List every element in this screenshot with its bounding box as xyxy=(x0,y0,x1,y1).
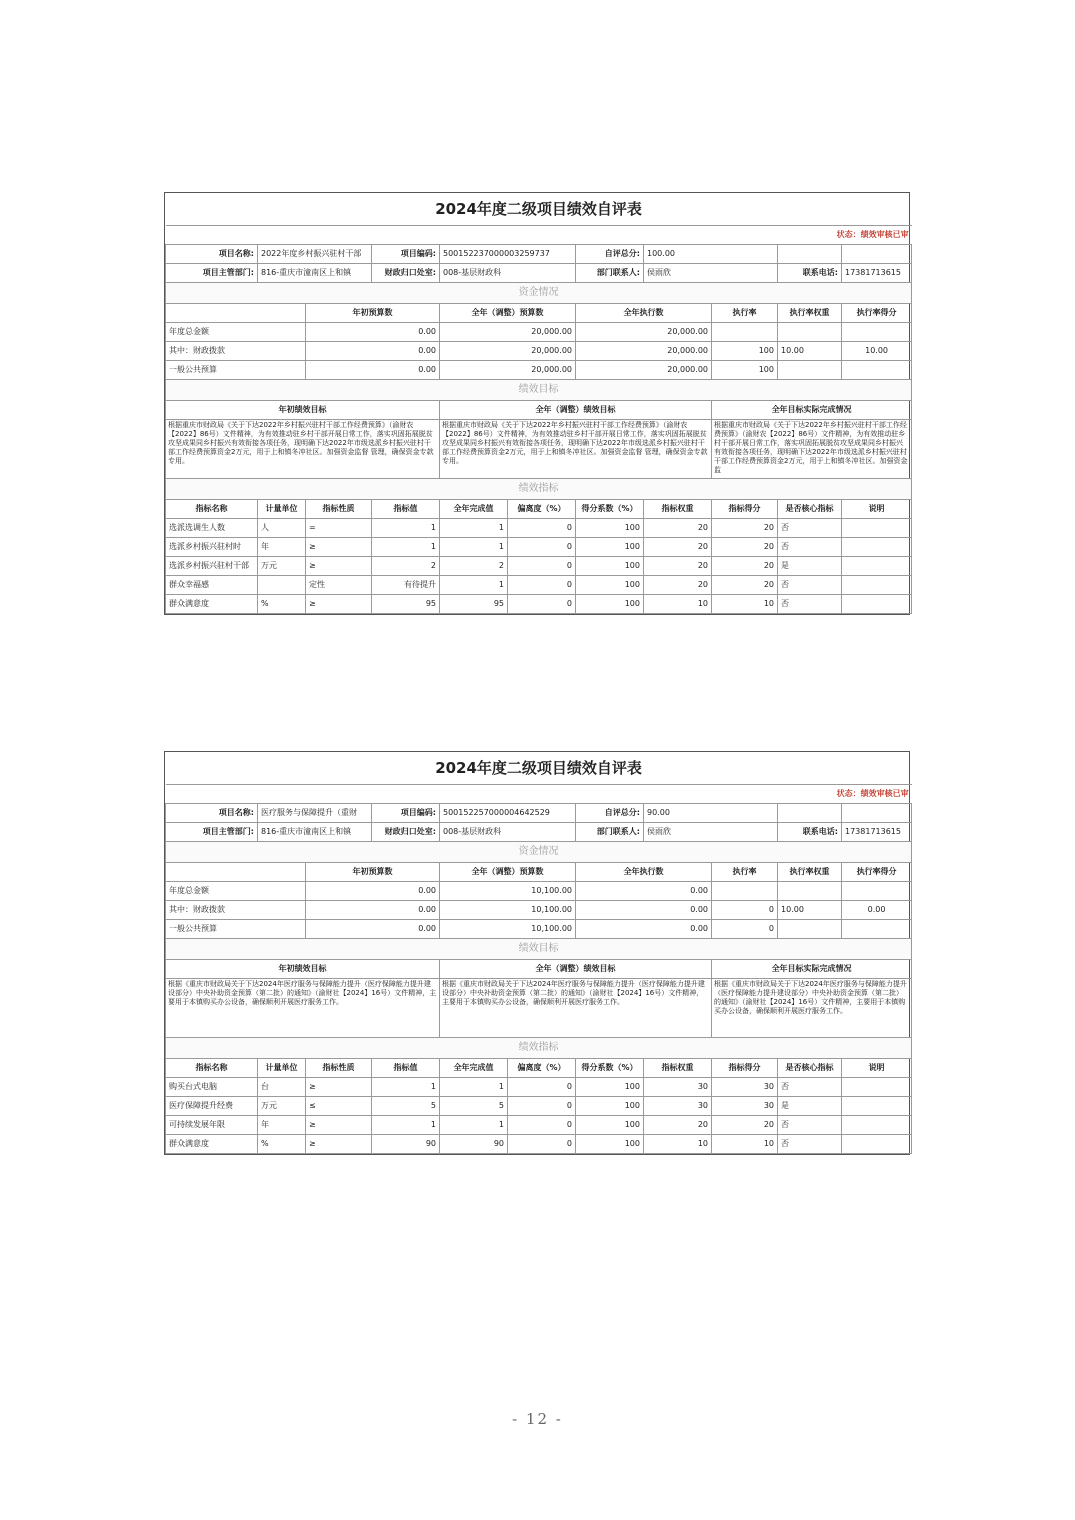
indicator-nature: ≥ xyxy=(306,595,372,614)
indicator-header: 指标名称 xyxy=(166,500,258,519)
indicator-weight: 20 xyxy=(644,538,712,557)
sheet-title: 2024年度二级项目绩效自评表 xyxy=(166,752,912,785)
execution-rate: 0 xyxy=(712,901,778,920)
indicator-name: 选派乡村振兴驻村时 xyxy=(166,538,258,557)
funds-row-label: 一般公共预算 xyxy=(166,920,306,939)
indicator-unit: 年 xyxy=(258,538,306,557)
funds-header: 执行率权重 xyxy=(778,863,842,882)
indicator-coef: 100 xyxy=(576,576,644,595)
indicator-unit xyxy=(258,576,306,595)
project-code-value: 500152237000003259737 xyxy=(440,245,576,264)
project-code-value: 500152257000004642529 xyxy=(440,804,576,823)
indicator-done: 1 xyxy=(440,576,508,595)
indicator-header: 计量单位 xyxy=(258,500,306,519)
indicator-score: 20 xyxy=(712,576,778,595)
initial-budget: 0.00 xyxy=(306,323,440,342)
funds-header: 执行率得分 xyxy=(842,304,912,323)
indicator-core: 是 xyxy=(778,557,842,576)
rate-score xyxy=(842,882,912,901)
indicator-value: 2 xyxy=(372,557,440,576)
indicator-weight: 30 xyxy=(644,1078,712,1097)
initial-budget: 0.00 xyxy=(306,882,440,901)
project-name-value: 医疗服务与保障提升（重财 xyxy=(258,804,372,823)
executed-amount: 0.00 xyxy=(576,901,712,920)
indicator-header: 全年完成值 xyxy=(440,1059,508,1078)
indicator-name: 群众幸福感 xyxy=(166,576,258,595)
indicator-header: 指标权重 xyxy=(644,500,712,519)
adjusted-budget: 20,000.00 xyxy=(440,361,576,380)
initial-budget: 0.00 xyxy=(306,361,440,380)
indicator-header: 偏离度（%） xyxy=(508,500,576,519)
indicator-coef: 100 xyxy=(576,595,644,614)
funds-section-header: 资金情况 xyxy=(166,283,912,304)
indicator-dev: 0 xyxy=(508,557,576,576)
indicator-score: 10 xyxy=(712,1135,778,1154)
indicator-done: 1 xyxy=(440,1116,508,1135)
executed-amount: 0.00 xyxy=(576,920,712,939)
funds-header: 全年执行数 xyxy=(576,863,712,882)
evaluation-sheet-2 xyxy=(164,751,910,1155)
initial-budget: 0.00 xyxy=(306,920,440,939)
indicator-header: 说明 xyxy=(842,1059,912,1078)
funds-row xyxy=(166,361,912,380)
rate-weight xyxy=(778,882,842,901)
indicator-header: 是否核心指标 xyxy=(778,1059,842,1078)
indicator-row xyxy=(166,538,912,557)
indicator-weight: 20 xyxy=(644,519,712,538)
funds-row-label: 年度总金额 xyxy=(166,323,306,342)
indicator-nature: ≤ xyxy=(306,1097,372,1116)
indicator-header: 指标性质 xyxy=(306,500,372,519)
indicator-coef: 100 xyxy=(576,1116,644,1135)
adjusted-budget: 20,000.00 xyxy=(440,323,576,342)
indicator-weight: 20 xyxy=(644,1116,712,1135)
indicator-value: 90 xyxy=(372,1135,440,1154)
project-code-label: 项目编码: xyxy=(372,804,440,823)
sheet-table xyxy=(165,752,912,1154)
page-number: - 12 - xyxy=(512,1410,563,1428)
contact-value: 侯雨欣 xyxy=(644,264,778,283)
indicator-header: 指标值 xyxy=(372,1059,440,1078)
indicator-dev: 0 xyxy=(508,519,576,538)
indicator-dev: 0 xyxy=(508,1097,576,1116)
indicator-row xyxy=(166,1116,912,1135)
indicator-note xyxy=(842,1135,912,1154)
indicator-header: 说明 xyxy=(842,500,912,519)
contact-label: 部门联系人: xyxy=(576,823,644,842)
funds-row xyxy=(166,323,912,342)
funds-header: 全年（调整）预算数 xyxy=(440,304,576,323)
execution-rate: 100 xyxy=(712,361,778,380)
funds-row xyxy=(166,901,912,920)
sheet-table xyxy=(165,193,912,614)
rate-weight: 10.00 xyxy=(778,901,842,920)
contact-value: 侯雨欣 xyxy=(644,823,778,842)
indicator-core: 否 xyxy=(778,538,842,557)
indicator-row xyxy=(166,1078,912,1097)
indicator-row xyxy=(166,576,912,595)
indicator-nature: ≥ xyxy=(306,557,372,576)
dept-label: 项目主管部门: xyxy=(166,823,258,842)
indicator-done: 1 xyxy=(440,1078,508,1097)
dept-value: 816-重庆市潼南区上和镇 xyxy=(258,823,372,842)
indicator-core: 是 xyxy=(778,1097,842,1116)
indicator-name: 群众满意度 xyxy=(166,595,258,614)
goals-section-header: 绩效目标 xyxy=(166,939,912,960)
dept-value: 816-重庆市潼南区上和镇 xyxy=(258,264,372,283)
indicator-note xyxy=(842,1078,912,1097)
initial-budget: 0.00 xyxy=(306,342,440,361)
adjusted-goal-text: 根据《重庆市财政局关于下达2024年医疗服务与保障能力提升（医疗保障能力提升建设部分）中央补助资金预算（第二批）的通知》（渝财社【2024】16号）文件精神，主要用于本镇购买办公设备，确保顺利开展医疗服务工作。 xyxy=(440,979,712,1038)
funds-header: 年初预算数 xyxy=(306,863,440,882)
self-score-label: 自评总分: xyxy=(576,245,644,264)
funds-row xyxy=(166,882,912,901)
goals-header: 全年目标实际完成情况 xyxy=(712,960,912,979)
phone-label: 联系电话: xyxy=(778,823,842,842)
indicator-header: 指标得分 xyxy=(712,1059,778,1078)
phone-value: 17381713615 xyxy=(842,264,912,283)
indicator-done: 1 xyxy=(440,519,508,538)
indicator-header: 偏离度（%） xyxy=(508,1059,576,1078)
indicator-done: 5 xyxy=(440,1097,508,1116)
rate-score: 0.00 xyxy=(842,901,912,920)
executed-amount: 20,000.00 xyxy=(576,342,712,361)
rate-score xyxy=(842,361,912,380)
finance-office-value: 008-基层财政科 xyxy=(440,823,576,842)
project-name-value: 2022年度乡村振兴驻村干部 xyxy=(258,245,372,264)
contact-label: 部门联系人: xyxy=(576,264,644,283)
execution-rate xyxy=(712,882,778,901)
indicator-core: 否 xyxy=(778,1078,842,1097)
project-name-label: 项目名称: xyxy=(166,245,258,264)
indicators-section-header: 绩效指标 xyxy=(166,479,912,500)
indicator-name: 选派乡村振兴驻村干部 xyxy=(166,557,258,576)
finance-office-label: 财政归口处室: xyxy=(372,823,440,842)
indicator-name: 购买台式电脑 xyxy=(166,1078,258,1097)
indicator-weight: 30 xyxy=(644,1097,712,1116)
goals-header: 年初绩效目标 xyxy=(166,401,440,420)
indicator-note xyxy=(842,519,912,538)
goal-completion-text: 根据《重庆市财政局关于下达2024年医疗服务与保障能力提升（医疗保障能力提升建设部分）中央补助资金预算（第二批）的通知》（渝财社【2024】16号）文件精神，主要用于本镇购买办公设备，确保顺利开展医疗服务工作。 xyxy=(712,979,912,1038)
indicator-header: 指标值 xyxy=(372,500,440,519)
status-badge: 状态：绩效审核已审 xyxy=(166,226,912,245)
indicator-core: 否 xyxy=(778,576,842,595)
funds-header: 执行率 xyxy=(712,863,778,882)
indicator-row xyxy=(166,1135,912,1154)
initial-goal-text: 根据重庆市财政局《关于下达2022年乡村振兴驻村干部工作经费预算》（渝财农【2022】86号）文件精神，为有效推动驻乡村干部开展日常工作，落实巩固拓展脱贫攻坚成果同乡村振兴有效衔接各项任务，现明确下达2022年市级选派乡村振兴驻村干部工作经费预算资金2万元，用于上和镇冬冲社区。加强资金监督 管理，确保资金专款专用。 xyxy=(166,420,440,479)
indicator-header: 指标性质 xyxy=(306,1059,372,1078)
indicator-header: 全年完成值 xyxy=(440,500,508,519)
rate-weight xyxy=(778,323,842,342)
indicator-done: 95 xyxy=(440,595,508,614)
indicator-unit: 年 xyxy=(258,1116,306,1135)
rate-score xyxy=(842,323,912,342)
indicator-note xyxy=(842,576,912,595)
indicator-dev: 0 xyxy=(508,1078,576,1097)
indicator-score: 20 xyxy=(712,557,778,576)
indicator-name: 选派选调生人数 xyxy=(166,519,258,538)
indicator-row xyxy=(166,1097,912,1116)
goals-section-header: 绩效目标 xyxy=(166,380,912,401)
indicator-nature: = xyxy=(306,519,372,538)
indicator-done: 1 xyxy=(440,538,508,557)
indicator-coef: 100 xyxy=(576,1078,644,1097)
indicator-value: 1 xyxy=(372,519,440,538)
indicator-header: 得分系数（%） xyxy=(576,1059,644,1078)
indicator-core: 否 xyxy=(778,1135,842,1154)
indicator-note xyxy=(842,557,912,576)
indicator-header: 得分系数（%） xyxy=(576,500,644,519)
indicator-nature: ≥ xyxy=(306,1078,372,1097)
indicator-score: 30 xyxy=(712,1097,778,1116)
indicator-unit: 万元 xyxy=(258,1097,306,1116)
phone-value: 17381713615 xyxy=(842,823,912,842)
indicator-score: 20 xyxy=(712,538,778,557)
rate-weight xyxy=(778,920,842,939)
indicator-nature: 定性 xyxy=(306,576,372,595)
adjusted-budget: 10,100.00 xyxy=(440,901,576,920)
execution-rate: 0 xyxy=(712,920,778,939)
indicator-header: 指标权重 xyxy=(644,1059,712,1078)
indicator-name: 群众满意度 xyxy=(166,1135,258,1154)
indicator-row xyxy=(166,595,912,614)
indicator-dev: 0 xyxy=(508,1116,576,1135)
initial-budget: 0.00 xyxy=(306,901,440,920)
finance-office-label: 财政归口处室: xyxy=(372,264,440,283)
rate-score xyxy=(842,920,912,939)
status-badge: 状态：绩效审核已审 xyxy=(166,785,912,804)
adjusted-goal-text: 根据重庆市财政局《关于下达2022年乡村振兴驻村干部工作经费预算》（渝财农【2022】86号）文件精神，为有效推动驻乡村干部开展日常工作，落实巩固拓展脱贫攻坚成果同乡村振兴有效衔接各项任务，现明确下达2022年市级选派乡村振兴驻村干部工作经费预算资金2万元，用于上和镇冬冲社区。加强资金监督 管理，确保资金专款专用。 xyxy=(440,420,712,479)
funds-header: 全年（调整）预算数 xyxy=(440,863,576,882)
dept-label: 项目主管部门: xyxy=(166,264,258,283)
rate-weight xyxy=(778,361,842,380)
goals-header: 全年目标实际完成情况 xyxy=(712,401,912,420)
executed-amount: 20,000.00 xyxy=(576,323,712,342)
indicator-note xyxy=(842,1116,912,1135)
indicator-coef: 100 xyxy=(576,1097,644,1116)
indicator-nature: ≥ xyxy=(306,1116,372,1135)
funds-row xyxy=(166,920,912,939)
indicator-value: 1 xyxy=(372,1078,440,1097)
execution-rate xyxy=(712,323,778,342)
indicator-core: 否 xyxy=(778,595,842,614)
indicator-coef: 100 xyxy=(576,1135,644,1154)
indicator-weight: 10 xyxy=(644,595,712,614)
goals-header: 全年（调整）绩效目标 xyxy=(440,960,712,979)
project-code-label: 项目编码: xyxy=(372,245,440,264)
indicators-section-header: 绩效指标 xyxy=(166,1038,912,1059)
indicator-value: 5 xyxy=(372,1097,440,1116)
indicator-name: 可持续发展年限 xyxy=(166,1116,258,1135)
project-name-label: 项目名称: xyxy=(166,804,258,823)
goals-header: 全年（调整）绩效目标 xyxy=(440,401,712,420)
indicator-value: 95 xyxy=(372,595,440,614)
self-score-value: 100.00 xyxy=(644,245,778,264)
indicator-note xyxy=(842,538,912,557)
indicator-weight: 10 xyxy=(644,1135,712,1154)
indicator-header: 指标得分 xyxy=(712,500,778,519)
funds-header: 执行率得分 xyxy=(842,863,912,882)
adjusted-budget: 10,100.00 xyxy=(440,882,576,901)
indicator-header: 是否核心指标 xyxy=(778,500,842,519)
indicator-core: 否 xyxy=(778,519,842,538)
indicator-unit: 台 xyxy=(258,1078,306,1097)
funds-row-label: 其中：财政拨款 xyxy=(166,901,306,920)
indicator-coef: 100 xyxy=(576,557,644,576)
indicator-score: 20 xyxy=(712,1116,778,1135)
goal-completion-text: 根据重庆市财政局《关于下达2022年乡村振兴驻村干部工作经费预算》（渝财农【2022】86号）文件精神，为有效推动驻乡村干部开展日常工作，落实巩固拓展脱贫攻坚成果同乡村振兴有效衔接各项任务，现明确下达2022年市级选派乡村振兴驻村干部工作经费预算资金2万元，用于上和镇冬冲社区。加强资金监 xyxy=(712,420,912,479)
funds-row-label: 一般公共预算 xyxy=(166,361,306,380)
funds-header: 执行率 xyxy=(712,304,778,323)
rate-weight: 10.00 xyxy=(778,342,842,361)
indicator-row xyxy=(166,557,912,576)
indicator-value: 1 xyxy=(372,1116,440,1135)
indicator-done: 90 xyxy=(440,1135,508,1154)
indicator-score: 10 xyxy=(712,595,778,614)
funds-header: 执行率权重 xyxy=(778,304,842,323)
rate-score: 10.00 xyxy=(842,342,912,361)
indicator-weight: 20 xyxy=(644,557,712,576)
indicator-unit: % xyxy=(258,1135,306,1154)
indicator-nature: ≥ xyxy=(306,1135,372,1154)
adjusted-budget: 10,100.00 xyxy=(440,920,576,939)
indicator-header: 指标名称 xyxy=(166,1059,258,1078)
indicator-value: 1 xyxy=(372,538,440,557)
indicator-value: 有待提升 xyxy=(372,576,440,595)
self-score-label: 自评总分: xyxy=(576,804,644,823)
finance-office-value: 008-基层财政科 xyxy=(440,264,576,283)
indicator-coef: 100 xyxy=(576,538,644,557)
indicator-nature: ≥ xyxy=(306,538,372,557)
self-score-value: 90.00 xyxy=(644,804,778,823)
sheet-title: 2024年度二级项目绩效自评表 xyxy=(166,193,912,226)
indicator-done: 2 xyxy=(440,557,508,576)
phone-label: 联系电话: xyxy=(778,264,842,283)
initial-goal-text: 根据《重庆市财政局关于下达2024年医疗服务与保障能力提升（医疗保障能力提升建设部分）中央补助资金预算（第二批）的通知》（渝财社【2024】16号）文件精神，主要用于本镇购买办公设备，确保顺利开展医疗服务工作。 xyxy=(166,979,440,1038)
adjusted-budget: 20,000.00 xyxy=(440,342,576,361)
indicator-score: 30 xyxy=(712,1078,778,1097)
indicator-dev: 0 xyxy=(508,1135,576,1154)
executed-amount: 0.00 xyxy=(576,882,712,901)
executed-amount: 20,000.00 xyxy=(576,361,712,380)
indicator-note xyxy=(842,1097,912,1116)
indicator-unit: % xyxy=(258,595,306,614)
indicator-dev: 0 xyxy=(508,538,576,557)
funds-section-header: 资金情况 xyxy=(166,842,912,863)
indicator-header: 计量单位 xyxy=(258,1059,306,1078)
indicator-coef: 100 xyxy=(576,519,644,538)
indicator-core: 否 xyxy=(778,1116,842,1135)
funds-row-label: 年度总金额 xyxy=(166,882,306,901)
funds-header: 年初预算数 xyxy=(306,304,440,323)
evaluation-sheet-1 xyxy=(164,192,910,615)
funds-row xyxy=(166,342,912,361)
goals-header: 年初绩效目标 xyxy=(166,960,440,979)
funds-header: 全年执行数 xyxy=(576,304,712,323)
indicator-dev: 0 xyxy=(508,576,576,595)
indicator-score: 20 xyxy=(712,519,778,538)
indicator-unit: 万元 xyxy=(258,557,306,576)
execution-rate: 100 xyxy=(712,342,778,361)
indicator-weight: 20 xyxy=(644,576,712,595)
indicator-dev: 0 xyxy=(508,595,576,614)
indicator-note xyxy=(842,595,912,614)
funds-row-label: 其中：财政拨款 xyxy=(166,342,306,361)
indicator-unit: 人 xyxy=(258,519,306,538)
indicator-row xyxy=(166,519,912,538)
indicator-name: 医疗保障提升经费 xyxy=(166,1097,258,1116)
